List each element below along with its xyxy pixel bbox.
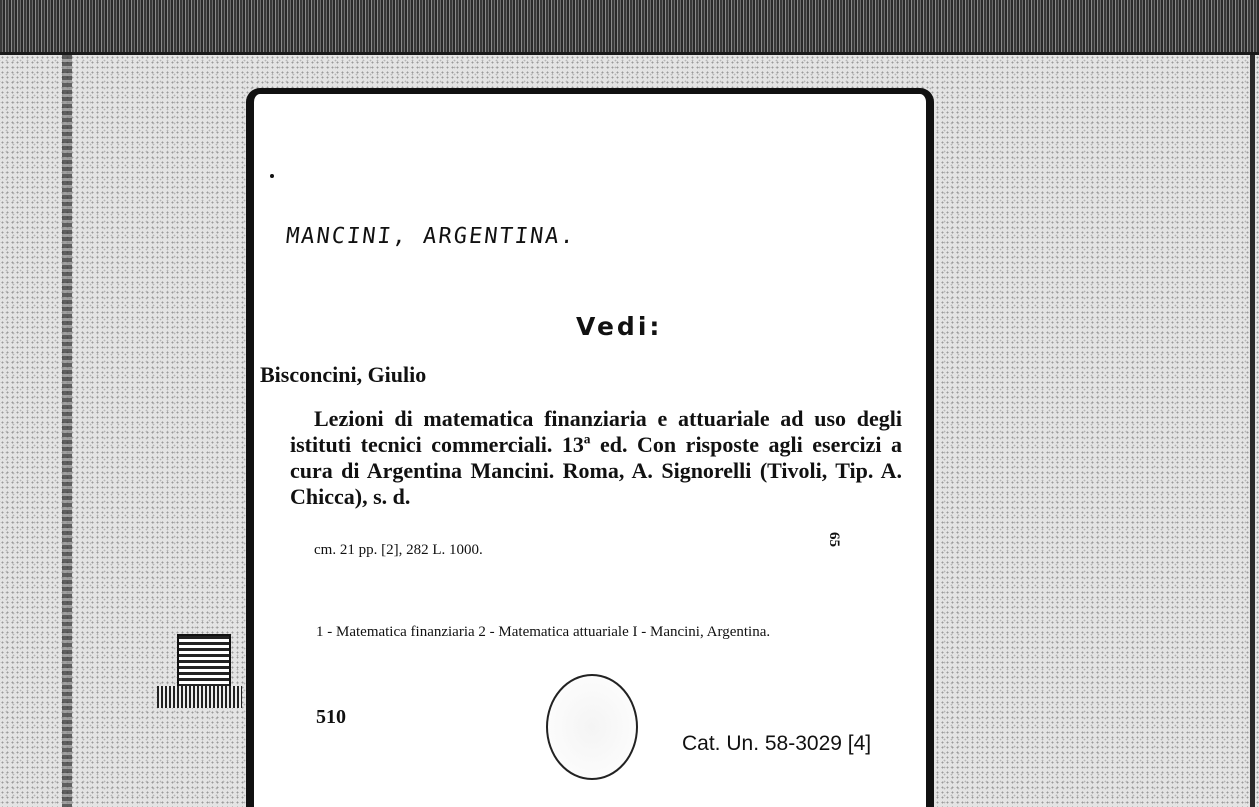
scan-top-band (0, 0, 1259, 55)
author-name: Bisconcini, Giulio (260, 362, 427, 387)
card-number: 510 (316, 706, 346, 728)
tab-marker-lower (157, 686, 242, 708)
card-tab-marker (157, 634, 242, 710)
catalog-reference: Cat. Un. 58-3029 [4] (682, 732, 872, 755)
catalog-card (246, 88, 934, 807)
collation-line: cm. 21 pp. [2], 282 L. 1000. (314, 542, 483, 558)
card-heading: MANCINI, ARGENTINA. (284, 224, 577, 249)
side-code: 65 (826, 532, 842, 547)
scan-right-edge (1250, 55, 1255, 807)
card-speck (270, 174, 274, 178)
see-also-label: Vedi: (576, 312, 663, 341)
subject-headings: 1 - Matematica finanziaria 2 - Matematica attuariale I - Mancini, Argentina. (316, 624, 771, 640)
card-punch-hole (546, 674, 638, 780)
bibliographic-description: Lezioni di matematica finanziaria e attuariale ad uso degli istituti tecnici commerciali. 13ª ed. Con risposte agli esercizi a cura di Argentina Mancini. Roma, A. Signorelli (Tivoli, Tip. A. Chicca), s. d. (290, 406, 902, 509)
scan-left-rail (62, 55, 72, 807)
